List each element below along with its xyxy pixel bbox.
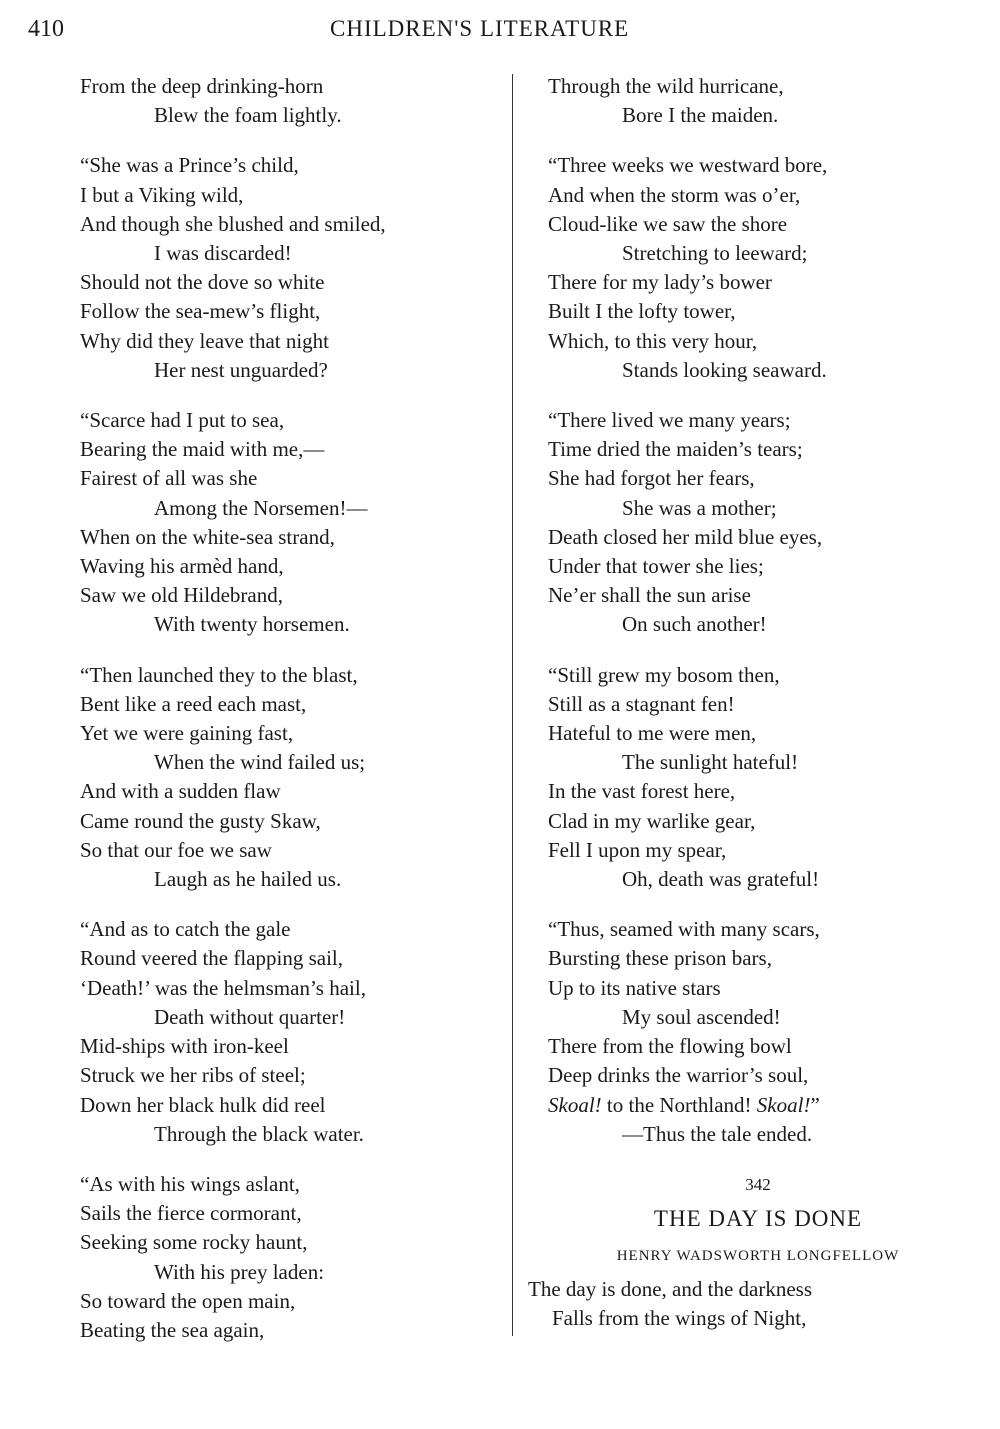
poem-line: Blew the foam lightly. xyxy=(154,103,342,128)
poem-line: Her nest unguarded? xyxy=(154,357,328,382)
poem-line: With his prey laden: xyxy=(154,1259,325,1284)
poem-line: So toward the open main, xyxy=(80,1288,296,1313)
poem-line: She had forgot her fears, xyxy=(548,466,755,491)
poem-line: There for my lady’s bower xyxy=(548,270,772,295)
poem-line: Came round the gusty Skaw, xyxy=(80,808,321,833)
stanza xyxy=(548,915,968,1090)
poem-line: Sails the fierce cormorant, xyxy=(80,1201,302,1226)
poem-line: Bearing the maid with me,— xyxy=(80,437,325,462)
stanza xyxy=(80,1170,500,1345)
stanza xyxy=(548,406,968,640)
poem-line: Mid-ships with iron-keel xyxy=(80,1034,289,1059)
poem-line: Stands looking seaward. xyxy=(622,357,827,382)
poem-line: “Three weeks we westward bore, xyxy=(548,153,828,178)
poem-line: Fairest of all was she xyxy=(80,466,258,491)
poem-line: Why did they leave that night xyxy=(80,328,330,353)
stanza xyxy=(80,406,500,640)
closing-line: —Thus the tale ended. xyxy=(622,1121,813,1146)
poem-line: “As with his wings aslant, xyxy=(80,1171,300,1196)
poem-line: “She was a Prince’s child, xyxy=(80,153,299,178)
poem-number: 342 xyxy=(745,1174,771,1194)
poem-line: In the vast forest here, xyxy=(548,779,736,804)
poem-line: Seeking some rocky haunt, xyxy=(80,1230,308,1255)
poem-line: Deep drinks the warrior’s soul, xyxy=(548,1063,809,1088)
skoal-word: Skoal! xyxy=(548,1092,602,1117)
poem-line: Ne’er shall the sun arise xyxy=(548,583,751,608)
poem-line: There from the flowing bowl xyxy=(548,1034,792,1059)
poem-line: Bent like a reed each mast, xyxy=(80,691,307,716)
poem-line: Through the wild hurricane, xyxy=(548,74,784,98)
poem-line: Struck we her ribs of steel; xyxy=(80,1063,306,1088)
poem-line: On such another! xyxy=(622,612,767,637)
poem-author: HENRY WADSWORTH LONGFELLOW xyxy=(616,1247,900,1264)
poem-line: Falls from the wings of Night, xyxy=(552,1306,807,1331)
poem-line: Yet we were gaining fast, xyxy=(80,721,294,746)
poem-line: ‘Death!’ was the helmsman’s hail, xyxy=(80,975,366,1000)
final-stanza-tail xyxy=(548,1091,968,1149)
poem-line: I was discarded! xyxy=(154,241,292,266)
poem-line: Death closed her mild blue eyes, xyxy=(548,524,823,549)
poem-line: Which, to this very hour, xyxy=(548,328,758,353)
column-divider xyxy=(512,74,513,1336)
poem-line: My soul ascended! xyxy=(622,1004,781,1029)
stanza xyxy=(80,72,500,130)
right-stanzas xyxy=(548,72,968,1091)
poem-line: “Thus, seamed with many scars, xyxy=(548,917,820,942)
poem-line xyxy=(548,1091,968,1120)
poem-line: Still as a stagnant fen! xyxy=(548,691,735,716)
poem-line: Follow the sea-mew’s flight, xyxy=(80,299,321,324)
poem-line: Round veered the flapping sail, xyxy=(80,946,344,971)
poem-line: And when the storm was o’er, xyxy=(548,182,801,207)
poem-line: Time dried the maiden’s tears; xyxy=(548,437,803,462)
poem-line: “There lived we many years; xyxy=(548,408,791,433)
poem-line: From the deep drinking-horn xyxy=(80,74,324,98)
skoal-end: ” xyxy=(810,1092,820,1117)
poem-line: Stretching to leeward; xyxy=(622,241,808,266)
stanza xyxy=(80,151,500,385)
poem-line: Saw we old Hildebrand, xyxy=(80,583,283,608)
poem-line: When the wind failed us; xyxy=(154,750,366,775)
poem-line: And though she blushed and smiled, xyxy=(80,211,386,236)
poem-line: Bore I the maiden. xyxy=(622,103,779,128)
stanza xyxy=(548,72,968,130)
poem-line: Up to its native stars xyxy=(548,975,721,1000)
right-column xyxy=(528,72,968,1333)
poem-line: Built I the lofty tower, xyxy=(548,299,736,324)
poem-line: Cloud-like we saw the shore xyxy=(548,211,788,236)
poem-line: With twenty horsemen. xyxy=(154,612,350,637)
poem-line: Bursting these prison bars, xyxy=(548,946,772,971)
poem-line: The day is done, and the darkness xyxy=(528,1276,813,1301)
stanza xyxy=(548,661,968,895)
poem-line: “Still grew my bosom then, xyxy=(548,662,780,687)
poem-line: Through the black water. xyxy=(154,1121,364,1146)
poem-line: Beating the sea again, xyxy=(80,1317,265,1342)
skoal-word: Skoal! xyxy=(756,1092,811,1117)
poem-line: “Then launched they to the blast, xyxy=(80,662,358,687)
page-number: 410 xyxy=(28,16,64,42)
poem-line: Should not the dove so white xyxy=(80,270,325,295)
poem-line: When on the white-sea strand, xyxy=(80,524,335,549)
poem-line: She was a mother; xyxy=(622,495,777,520)
stanza xyxy=(80,661,500,895)
poem-line: Down her black hulk did reel xyxy=(80,1092,326,1117)
poem-line: “And as to catch the gale xyxy=(80,917,291,942)
skoal-middle: to the Northland! xyxy=(601,1092,757,1117)
poem-line: “Scarce had I put to sea, xyxy=(80,408,285,433)
new-poem-lines xyxy=(528,1275,968,1333)
stanza xyxy=(80,915,500,1149)
poem-line: Fell I upon my spear, xyxy=(548,837,727,862)
poem-line: Laugh as he hailed us. xyxy=(154,867,342,892)
poem-title: THE DAY IS DONE xyxy=(653,1205,863,1231)
running-head: CHILDREN'S LITERATURE xyxy=(330,16,630,41)
left-column xyxy=(80,72,500,1366)
poem-line: I but a Viking wild, xyxy=(80,182,244,207)
poem-line: Hateful to me were men, xyxy=(548,721,757,746)
poem-line: Clad in my warlike gear, xyxy=(548,808,756,833)
poem-line: So that our foe we saw xyxy=(80,837,272,862)
poem-line: And with a sudden flaw xyxy=(80,779,281,804)
poem-line: Waving his armèd hand, xyxy=(80,554,284,579)
poem-line: Oh, death was grateful! xyxy=(622,867,820,892)
poem-line: Death without quarter! xyxy=(154,1004,346,1029)
poem-line: Under that tower she lies; xyxy=(548,554,764,579)
poem-line: Among the Norsemen!— xyxy=(154,495,368,520)
poem-line: The sunlight hateful! xyxy=(622,750,799,775)
stanza xyxy=(548,151,968,385)
